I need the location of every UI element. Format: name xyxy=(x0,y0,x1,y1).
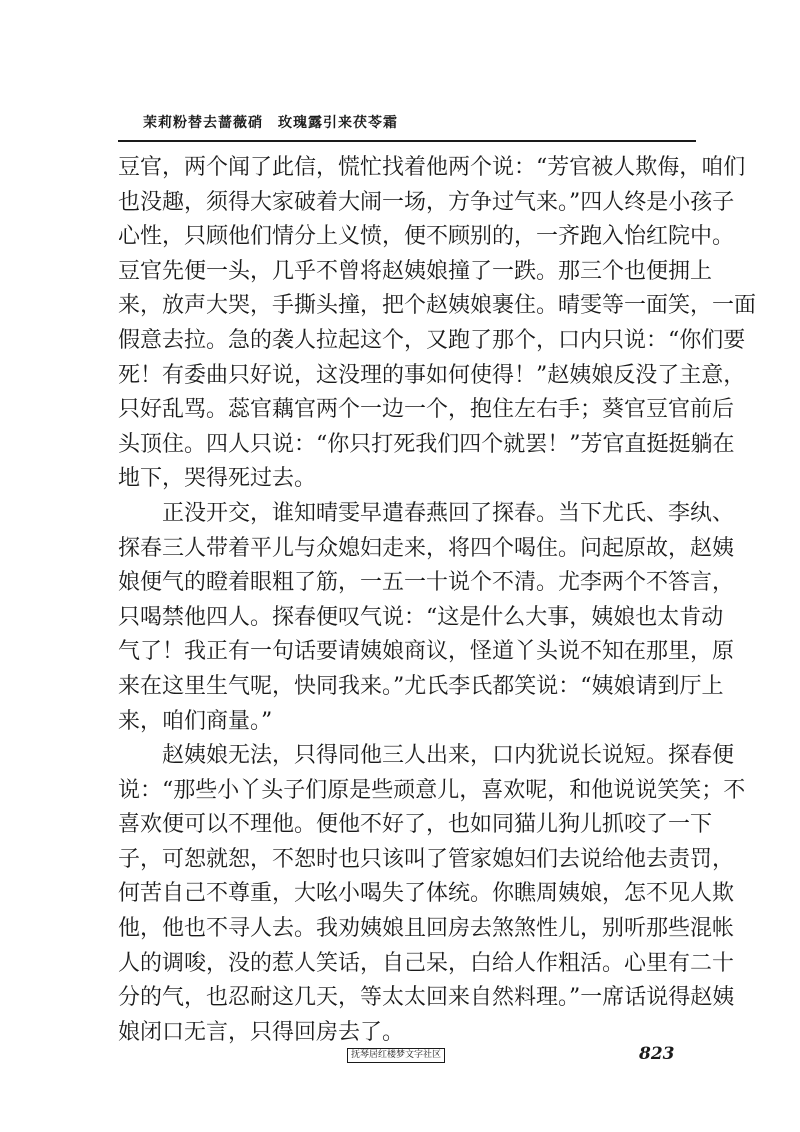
running-header: 茉莉粉替去蔷薇硝 玫瑰露引来茯苓霜 xyxy=(143,115,398,131)
text-line: 也没趣，须得大家破着大闹一场，方争过气来。”四人终是小孩子 xyxy=(118,189,735,215)
text-line: 心性，只顾他们情分上义愤，便不顾别的，一齐跑入怡红院中。 xyxy=(118,224,735,250)
text-line: 分的气，也忍耐这几天，等太太回来自然料理。”一席话说得赵姨 xyxy=(118,985,735,1011)
header-divider xyxy=(118,140,696,142)
text-line: 娘便气的瞪着眼粗了筋，一五一十说个不清。尤李两个不答言， xyxy=(118,570,735,596)
paragraph-start-line: 正没开交，谁知晴雯早遣春燕回了探春。当下尤氏、李纨、 xyxy=(162,500,735,526)
text-line: 子，可恕就恕，不恕时也只该叫了管家媳妇们去说给他去责罚， xyxy=(118,846,735,872)
text-line: 头顶住。四人只说：“你只打死我们四个就罢！”芳官直挺挺躺在 xyxy=(118,431,735,457)
text-line: 豆官，两个闻了此信，慌忙找着他两个说：“芳官被人欺侮，咱们 xyxy=(118,155,746,180)
text-line: 说：“那些小丫头子们原是些顽意儿，喜欢呢，和他说说笑笑；不 xyxy=(118,777,746,803)
text-line: 豆官先便一头，几乎不曾将赵姨娘撞了一跌。那三个也便拥上 xyxy=(118,258,713,284)
text-line: 只喝禁他四人。探春便叹气说：“这是什么大事，姨娘也太肯动 xyxy=(118,604,724,630)
text-line: 喜欢便可以不理他。便他不好了，也如同猫儿狗儿抓咬了一下 xyxy=(118,812,713,838)
community-stamp: 抚琴居红楼梦文字社区 xyxy=(347,1048,445,1063)
text-line: 只好乱骂。蕊官藕官两个一边一个，抱住左右手；葵官豆官前后 xyxy=(118,397,735,423)
text-line: 何苦自己不尊重，大吆小喝失了体统。你瞧周姨娘，怎不见人欺 xyxy=(118,881,735,907)
text-line: 来在这里生气呢，快同我来。”尤氏李氏都笑说：“姨娘请到厅上 xyxy=(118,673,724,699)
text-line: 来，咱们商量。” xyxy=(118,708,273,734)
text-line: 死！有委曲只好说，这没理的事如何使得！”赵姨娘反没了主意， xyxy=(118,362,746,388)
text-line: 地下，哭得死过去。 xyxy=(118,466,317,492)
paragraph-start-line: 赵姨娘无法，只得同他三人出来，口内犹说长说短。探春便 xyxy=(162,743,735,769)
text-line: 来，放声大哭，手撕头撞，把个赵姨娘裹住。晴雯等一面笑，一面 xyxy=(118,293,757,319)
text-line: 假意去拉。急的袭人拉起这个，又跑了那个，口内只说：“你们要 xyxy=(118,327,746,353)
text-line: 娘闭口无言，只得回房去了。 xyxy=(118,1019,405,1045)
page-number: 823 xyxy=(639,1044,675,1064)
text-line: 人的调唆，没的惹人笑话，自己呆，白给人作粗活。心里有二十 xyxy=(118,950,735,976)
text-line: 他，他也不寻人去。我劝姨娘且回房去煞煞性儿，别听那些混帐 xyxy=(118,916,735,942)
text-line: 气了！我正有一句话要请姨娘商议，怪道丫头说不知在那里，原 xyxy=(118,639,735,665)
text-line: 探春三人带着平儿与众媳妇走来，将四个喝住。问起原故，赵姨 xyxy=(118,535,735,561)
main-text xyxy=(118,151,757,1050)
